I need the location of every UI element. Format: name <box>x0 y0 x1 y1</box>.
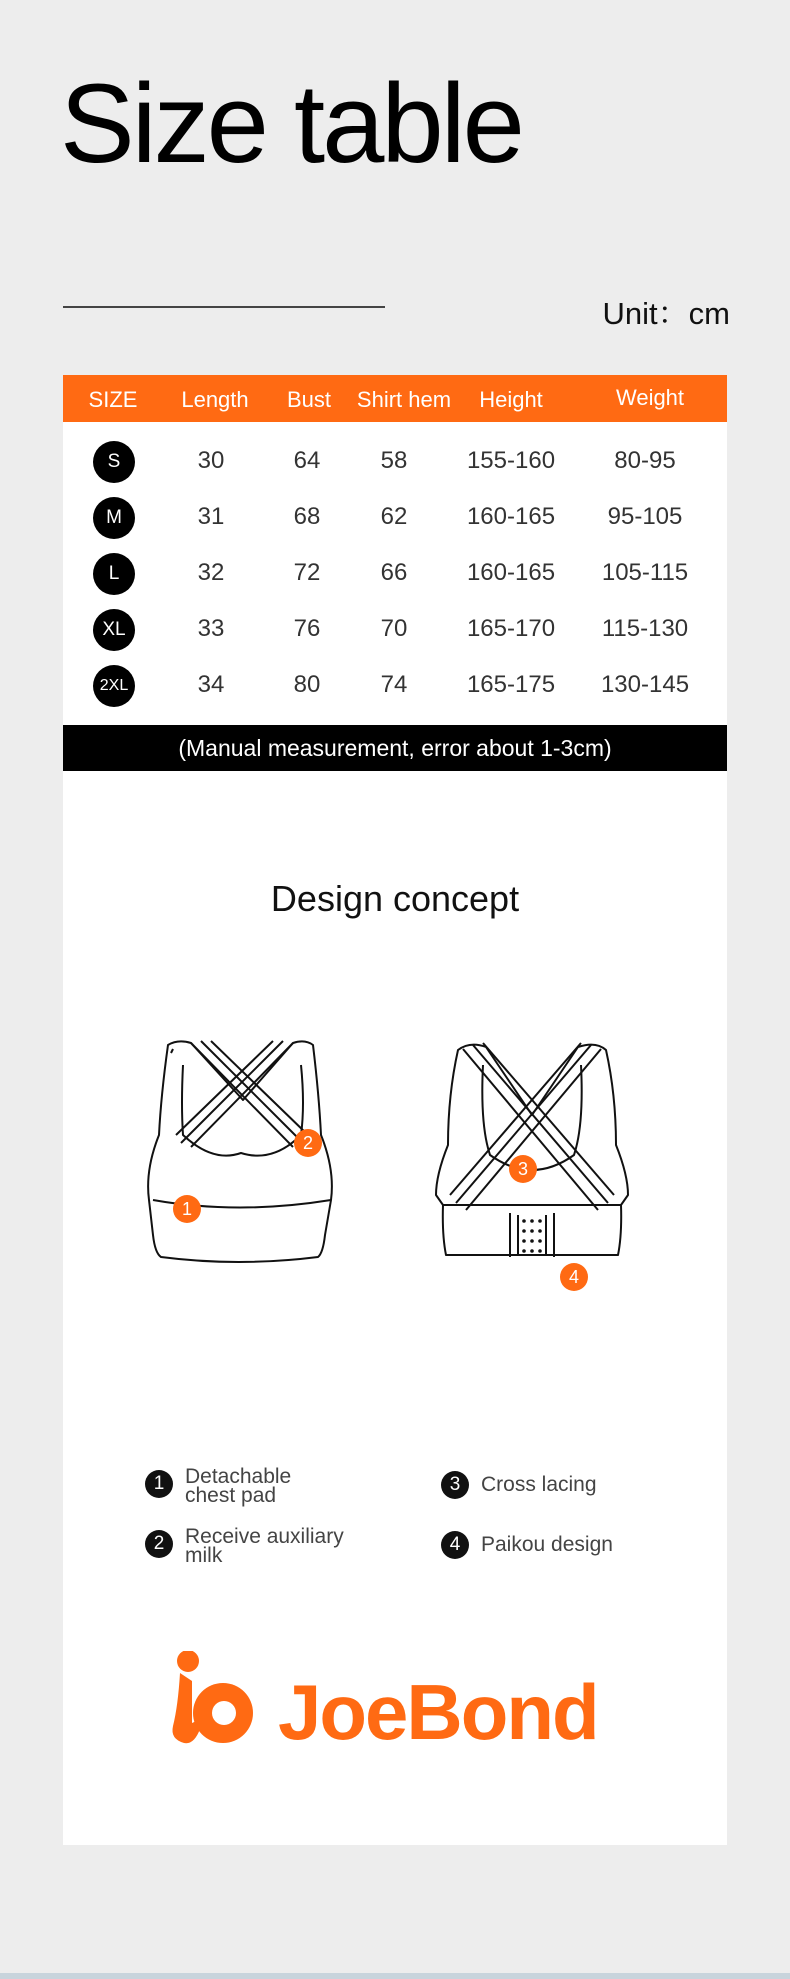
bust-cell: 80 <box>293 671 321 698</box>
legend-text: Cross lacing <box>481 1473 597 1496</box>
marker-4-label: 4 <box>568 1267 580 1287</box>
measurement-note: (Manual measurement, error about 1-3cm) <box>63 725 727 771</box>
legend-number: 1 <box>145 1470 173 1498</box>
weight-cell: 105-115 <box>601 559 689 586</box>
table-header <box>63 375 727 422</box>
legend-number: 3 <box>441 1471 469 1499</box>
hem-cell: 62 <box>380 503 408 530</box>
brand-logo <box>168 1651 628 1751</box>
weight-cell: 115-130 <box>601 615 689 642</box>
hem-cell: 74 <box>380 671 408 698</box>
marker-4 <box>560 1263 588 1291</box>
marker-1-label: 1 <box>181 1199 193 1219</box>
bottom-strip <box>0 1973 790 1979</box>
legend-item <box>441 1531 613 1559</box>
weight-cell: 95-105 <box>607 503 683 530</box>
unit-label: Unit：cm <box>602 296 730 331</box>
marker-2 <box>294 1129 322 1157</box>
brand-name: JoeBond <box>278 1668 598 1751</box>
legend-text: Receive auxiliary milk <box>185 1525 344 1567</box>
height-cell: 155-160 <box>466 447 556 474</box>
page-title: Size table <box>60 61 522 186</box>
header-size: SIZE <box>88 387 138 412</box>
size-panel <box>63 375 727 1845</box>
weight-cell: 80-95 <box>614 447 676 474</box>
height-cell: 165-170 <box>466 615 556 642</box>
bust-cell: 68 <box>293 503 321 530</box>
legend-text: Detachable chest pad <box>185 1465 292 1507</box>
weight-cell: 130-145 <box>600 671 690 698</box>
hem-cell: 70 <box>380 615 408 642</box>
bra-front-illustration <box>143 1035 343 1295</box>
size-badge: M <box>93 497 135 539</box>
divider <box>63 306 385 308</box>
header-shirt-hem: Shirt hem <box>356 387 452 412</box>
size-badge: XL <box>93 609 135 651</box>
hem-cell: 58 <box>380 447 408 474</box>
bust-cell: 76 <box>293 615 321 642</box>
bust-cell: 64 <box>293 447 321 474</box>
header-weight: Weight <box>615 385 685 410</box>
legend-item <box>145 1527 365 1565</box>
length-cell: 31 <box>197 503 225 530</box>
height-cell: 160-165 <box>466 503 556 530</box>
legend-item <box>441 1471 597 1499</box>
length-cell: 32 <box>197 559 225 586</box>
table-row <box>63 603 727 659</box>
table-row <box>63 547 727 603</box>
marker-1 <box>173 1195 201 1223</box>
hem-cell: 66 <box>380 559 408 586</box>
length-cell: 33 <box>197 615 225 642</box>
length-cell: 30 <box>197 447 225 474</box>
legend-number: 4 <box>441 1531 469 1559</box>
header-height: Height <box>479 387 543 412</box>
design-title: Design concept <box>270 878 520 919</box>
header-bust: Bust <box>286 387 332 412</box>
height-cell: 165-175 <box>466 671 556 698</box>
bust-cell: 72 <box>293 559 321 586</box>
marker-3 <box>509 1155 537 1183</box>
legend-text: Paikou design <box>481 1533 613 1556</box>
size-badge: L <box>93 553 135 595</box>
header-length: Length <box>181 387 249 412</box>
marker-2-label: 2 <box>302 1133 314 1153</box>
legend-number: 2 <box>145 1530 173 1558</box>
length-cell: 34 <box>197 671 225 698</box>
size-badge: 2XL <box>93 665 135 707</box>
legend-item <box>145 1467 345 1505</box>
table-row <box>63 491 727 547</box>
marker-3-label: 3 <box>517 1159 529 1179</box>
table-row <box>63 659 727 715</box>
size-badge: S <box>93 441 135 483</box>
table-row <box>63 435 727 491</box>
height-cell: 160-165 <box>466 559 556 586</box>
